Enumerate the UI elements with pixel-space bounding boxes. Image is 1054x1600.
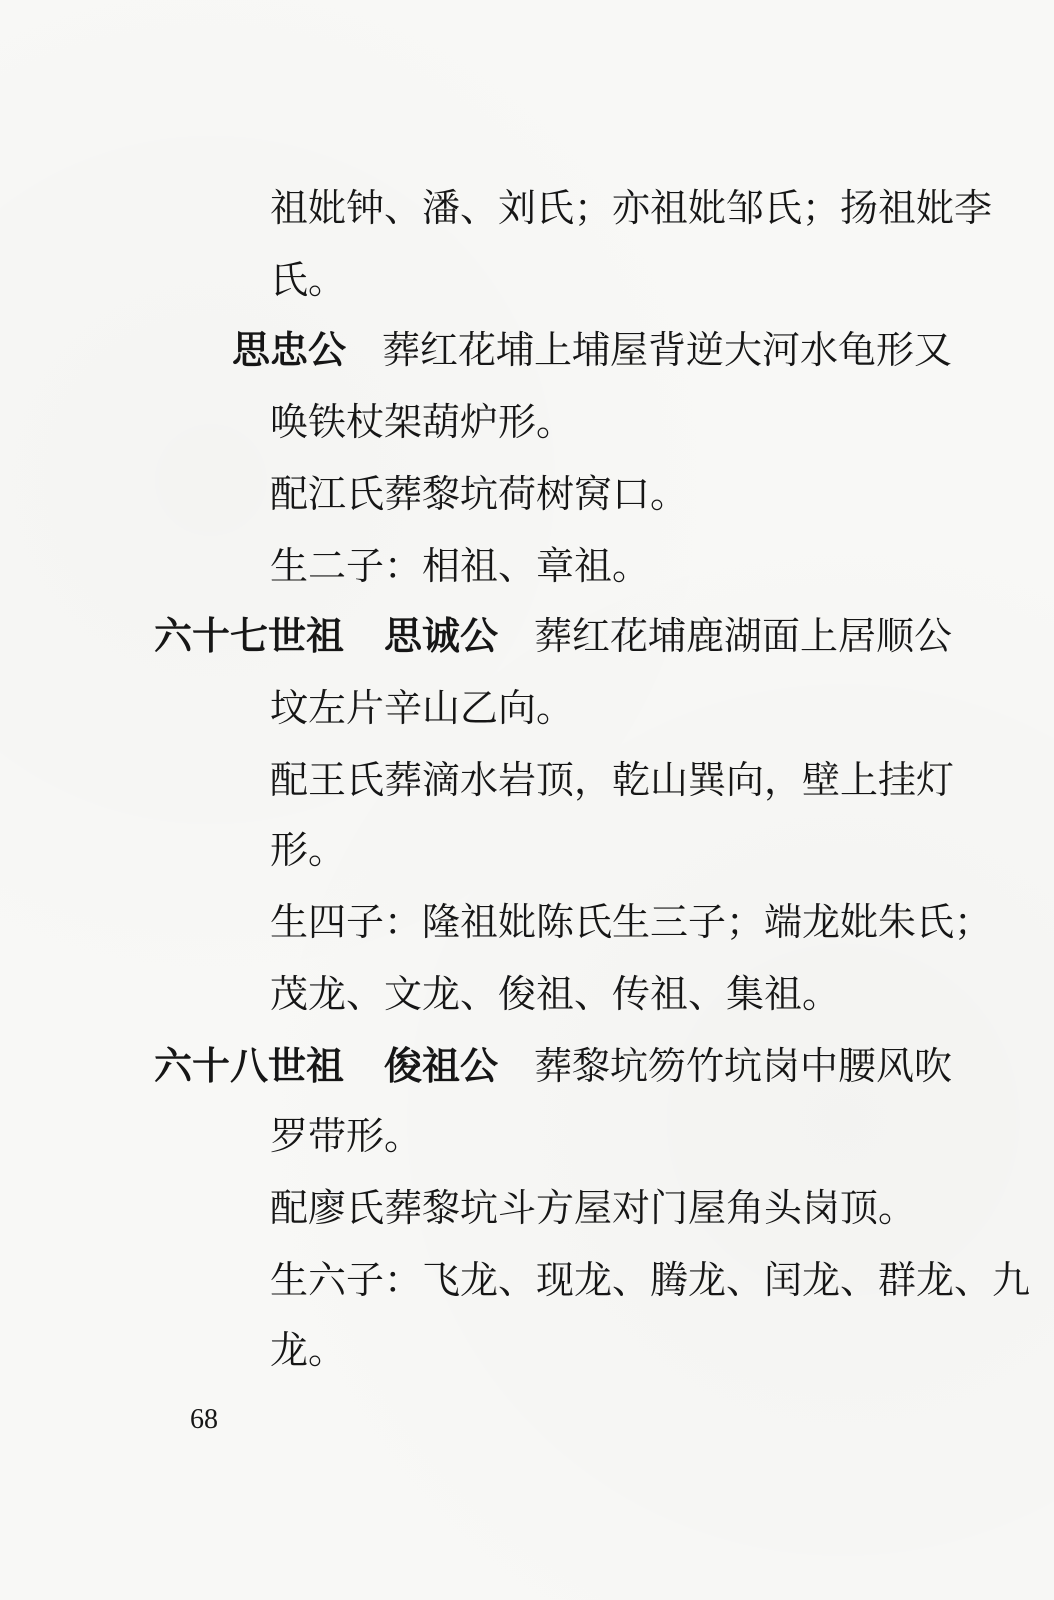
text-line: 罗带形。 [270, 1114, 423, 1158]
page-number: 68 [190, 1404, 218, 1435]
ancestor-name: 思忠公 [232, 328, 347, 372]
text-line: 形。 [270, 828, 347, 872]
text-line: 配廖氏葬黎坑斗方屋对门屋角头岗顶。 [270, 1186, 917, 1230]
generation-heading-line [154, 1042, 952, 1090]
text-line: 氏。 [270, 258, 347, 302]
text-line: 茂龙、文龙、俊祖、传祖、集祖。 [270, 972, 841, 1016]
generation-heading-line [154, 612, 952, 660]
entry-text: 葬红花埔鹿湖面上居顺公 [534, 614, 953, 658]
generation-label: 六十七世祖 [154, 614, 345, 658]
entry-heading-line [232, 326, 952, 374]
text-line: 唤铁杖架葫炉形。 [270, 400, 575, 444]
generation-label: 六十八世祖 [154, 1044, 345, 1088]
text-line: 生六子：飞龙、现龙、腾龙、闰龙、群龙、九 [270, 1258, 1031, 1302]
text-line: 龙。 [270, 1328, 347, 1372]
text-line: 生四子：隆祖妣陈氏生三子；端龙妣朱氏； [270, 900, 993, 944]
entry-text: 葬黎坑笏竹坑岗中腰风吹 [534, 1044, 953, 1088]
ancestor-name: 思诚公 [384, 614, 499, 658]
text-line: 配江氏葬黎坑荷树窝口。 [270, 472, 689, 516]
text-line: 生二子：相祖、章祖。 [270, 544, 651, 588]
text-line: 祖妣钟、潘、刘氏；亦祖妣邹氏；扬祖妣李 [270, 186, 993, 230]
text-line: 配王氏葬滴水岩顶，乾山巽向，壁上挂灯 [270, 758, 955, 802]
text-line: 坟左片辛山乙向。 [270, 686, 575, 730]
ancestor-name: 俊祖公 [384, 1044, 499, 1088]
entry-text: 葬红花埔上埔屋背逆大河水龟形又 [382, 328, 953, 372]
